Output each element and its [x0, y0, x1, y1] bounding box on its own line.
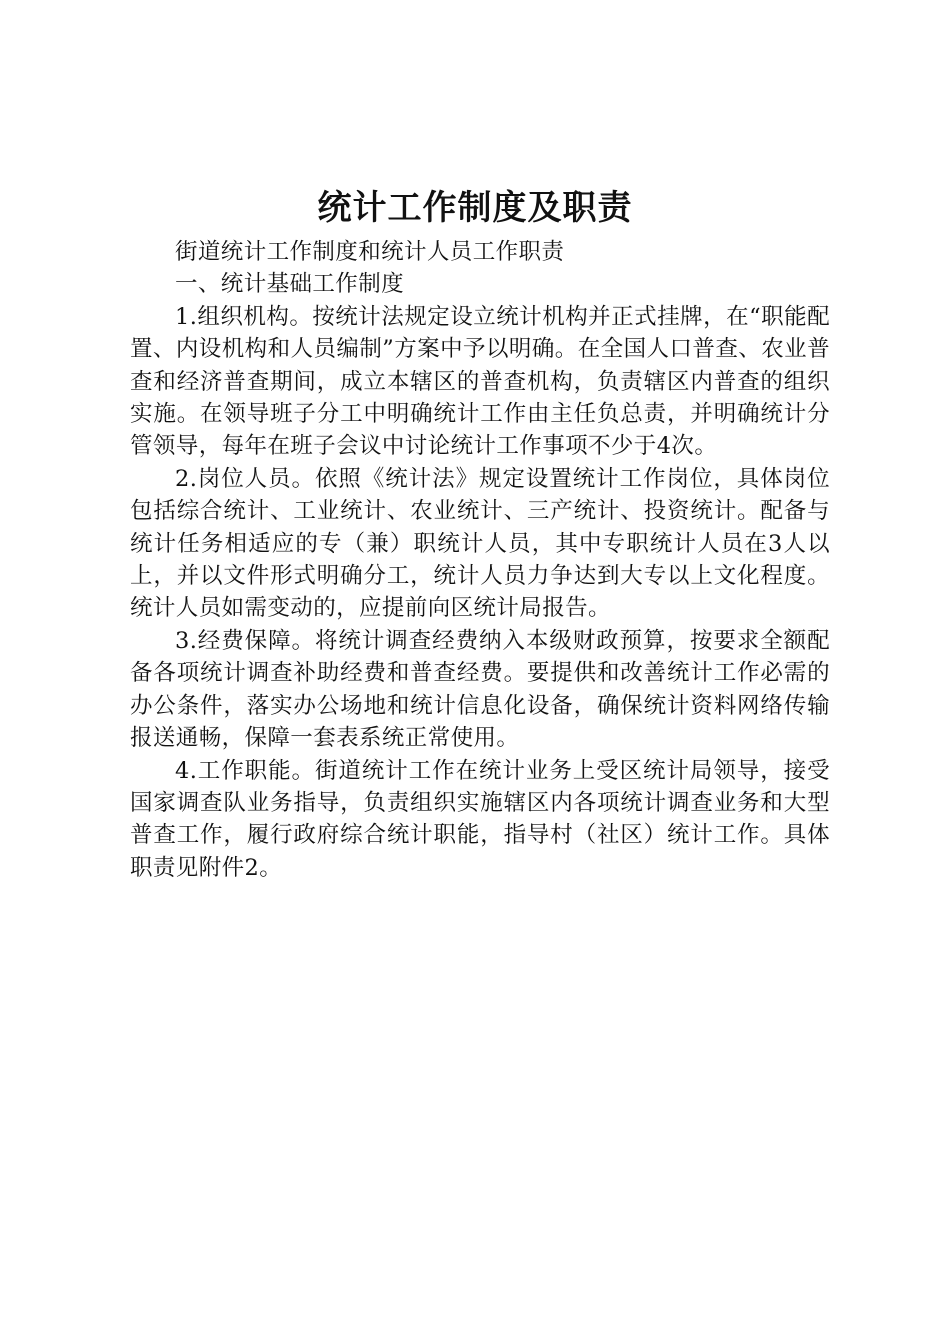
paragraph-staffing: 2.岗位人员。依照《统计法》规定设置统计工作岗位，具体岗位包括综合统计、工业统计、农业统计、三产统计、投资统计。配备与统计任务相适应的专（兼）职统计人员，其中专职统计人员在3人以上，并以文件形式明确分工，统计人员力争达到大专以上文化程度。统计人员如需变动的，应提前向区统计局报告。	[130, 465, 830, 622]
subtitle-paragraph: 街道统计工作制度和统计人员工作职责	[175, 239, 565, 265]
paragraph-functions: 4.工作职能。街道统计工作在统计业务上受区统计局领导，接受国家调查队业务指导，负责组织实施辖区内各项统计调查业务和大型普查工作，履行政府综合统计职能，指导村（社区）统计工作。具体职责见附件2。	[130, 757, 830, 881]
section-heading: 一、统计基础工作制度	[175, 271, 405, 298]
paragraph-organization: 1.组织机构。按统计法规定设立统计机构并正式挂牌，在“职能配置、内设机构和人员编制”方案中予以明确。在全国人口普查、农业普查和经济普查期间，成立本辖区的普查机构，负责辖区内普查的组织实施。在领导班子分工中明确统计工作由主任负总责，并明确统计分管领导，每年在班子会议中讨论统计工作事项不少于4次。	[130, 303, 830, 460]
document-body	[130, 236, 830, 884]
document-title: 统计工作制度及职责	[317, 188, 633, 228]
paragraph-funding: 3.经费保障。将统计调查经费纳入本级财政预算，按要求全额配备各项统计调查补助经费和普查经费。要提供和改善统计工作必需的办公条件，落实办公场地和统计信息化设备，确保统计资料网络传输报送通畅，保障一套表系统正常使用。	[130, 627, 830, 752]
